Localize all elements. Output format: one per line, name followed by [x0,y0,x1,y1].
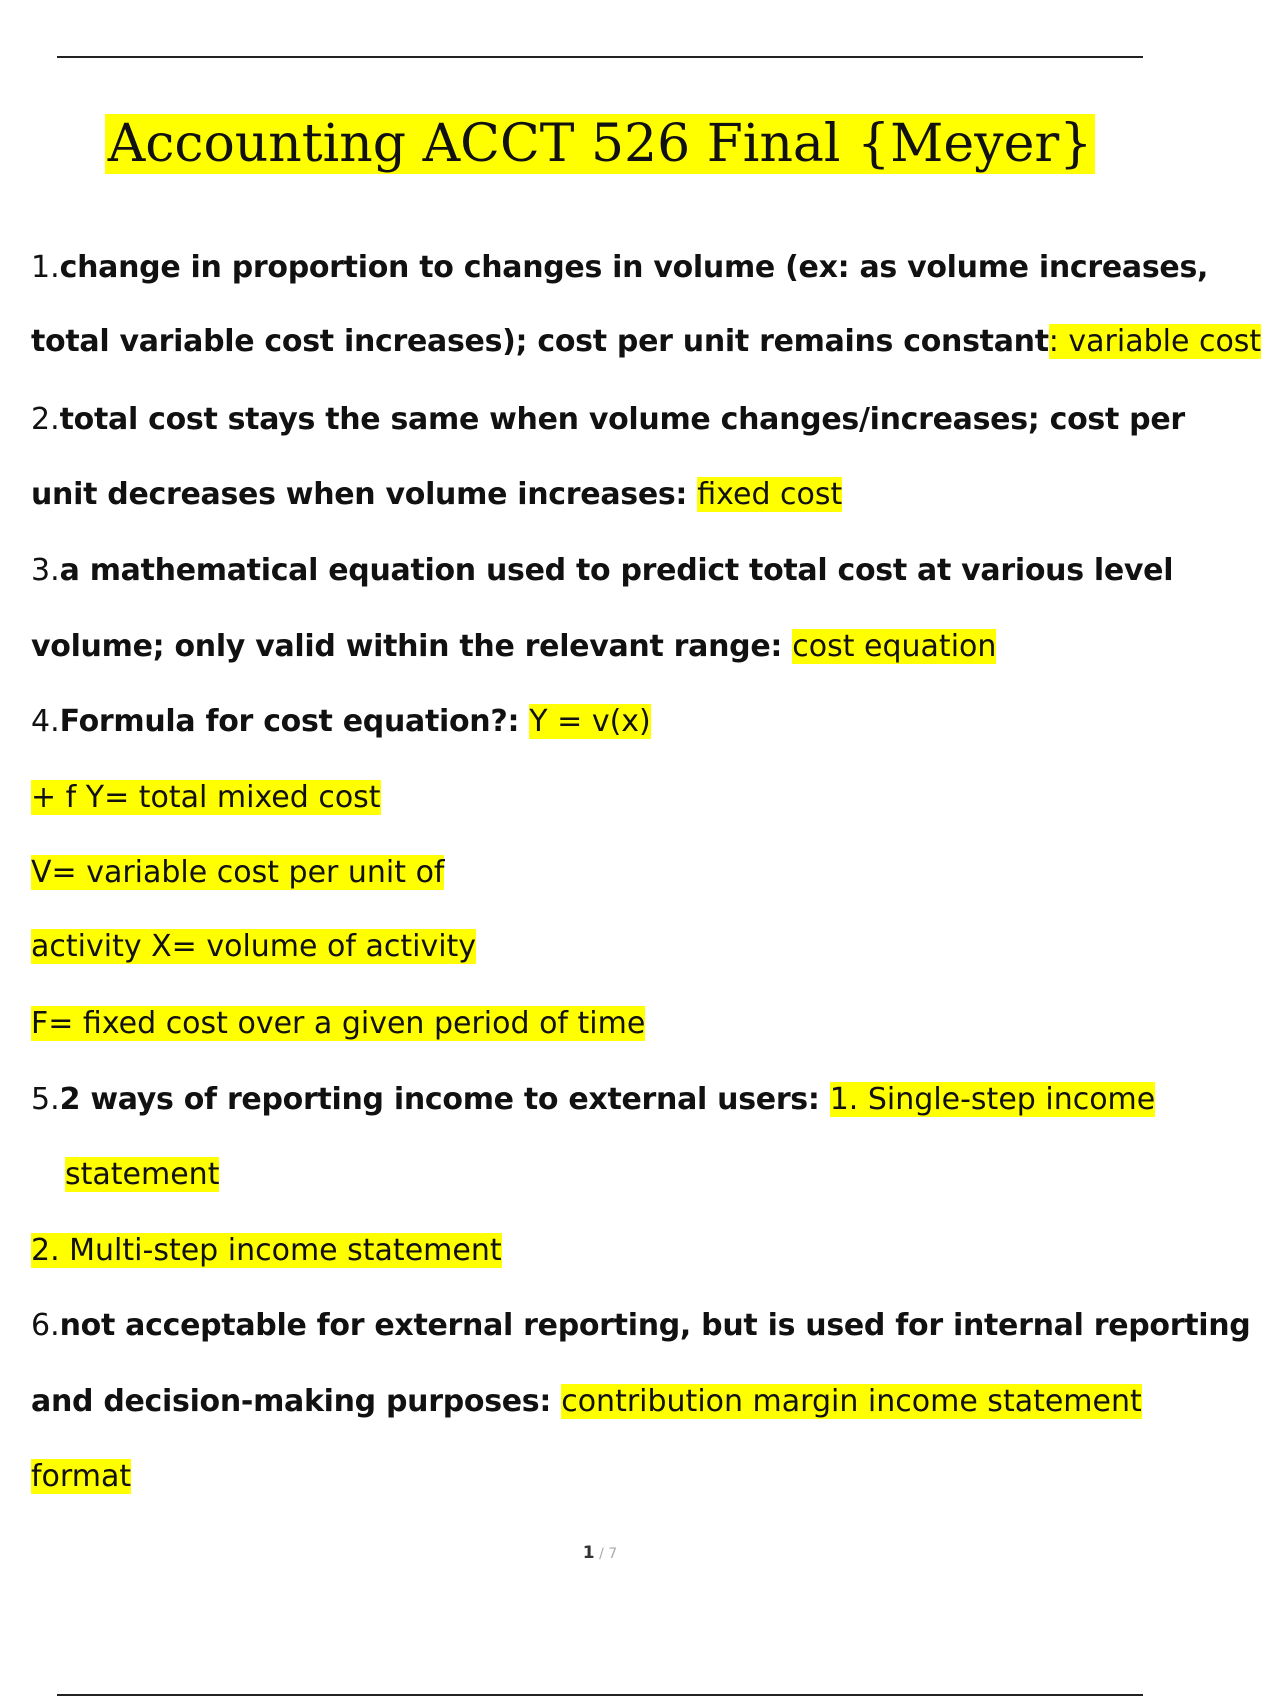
item-question: volume; only valid within the relevant range: [31,629,793,664]
item-answer: + f Y= total mixed cost [31,780,381,815]
item-question: a mathematical equation used to predict total cost at various level [59,553,1174,588]
item-4-line-2 [31,778,381,818]
item-4-line-5 [31,1004,645,1044]
bottom-rule [57,1694,1143,1696]
item-4-line-1 [31,702,651,742]
item-6-line-1 [31,1306,1251,1346]
page-indicator [0,1543,1200,1563]
item-6-line-2 [31,1382,1142,1422]
item-answer: : variable cost [1048,324,1261,359]
item-5-line-1 [31,1080,1155,1120]
item-answer: V= variable cost per unit of [31,855,445,890]
item-2-line-1 [31,400,1185,440]
item-1-line-2 [31,322,1261,362]
item-5-line-2 [65,1155,219,1195]
item-question: total variable cost increases); cost per unit remains constant [31,324,1049,359]
item-number: 5. [31,1082,60,1117]
item-answer: cost equation [792,629,997,664]
item-number: 4. [31,704,60,739]
item-3-line-2 [31,627,996,667]
item-4-line-3 [31,853,444,893]
document-title-text: Accounting ACCT 526 Final {Meyer} [105,114,1096,174]
item-5-line-3 [31,1231,502,1271]
item-6-line-3 [31,1457,131,1497]
item-1-line-1 [31,248,1208,288]
item-question: total cost stays the same when volume changes/increases; cost per [59,402,1185,437]
item-question: 2 ways of reporting income to external users: [59,1082,830,1117]
item-number: 2. [31,402,60,437]
item-question: unit decreases when volume increases: [31,477,698,512]
item-number: 3. [31,553,60,588]
item-question: and decision-making purposes: [31,1384,562,1419]
item-3-line-1 [31,551,1173,591]
page-current: 1 [582,1543,595,1563]
item-4-line-4 [31,927,476,967]
item-answer: Y = v(x) [529,704,651,739]
item-answer: statement [65,1157,220,1192]
item-answer: 2. Multi-step income statement [31,1233,502,1268]
item-answer: fixed cost [697,477,843,512]
item-number: 6. [31,1308,60,1343]
item-answer: contribution margin income statement [561,1384,1142,1419]
item-number: 1. [31,250,60,285]
item-answer: activity X= volume of activity [31,929,477,964]
document-title [0,104,1200,184]
item-question: change in proportion to changes in volume (ex: as volume increases, [59,250,1209,285]
item-answer: F= fixed cost over a given period of time [31,1006,646,1041]
item-answer: 1. Single-step income [829,1082,1156,1117]
page-total: 7 [608,1546,618,1562]
page-separator: / [594,1546,609,1562]
item-question: not acceptable for external reporting, but is used for internal reporting [59,1308,1251,1343]
item-question: Formula for cost equation?: [59,704,530,739]
item-2-line-2 [31,475,842,515]
top-rule [57,56,1143,58]
item-answer: format [31,1459,132,1494]
